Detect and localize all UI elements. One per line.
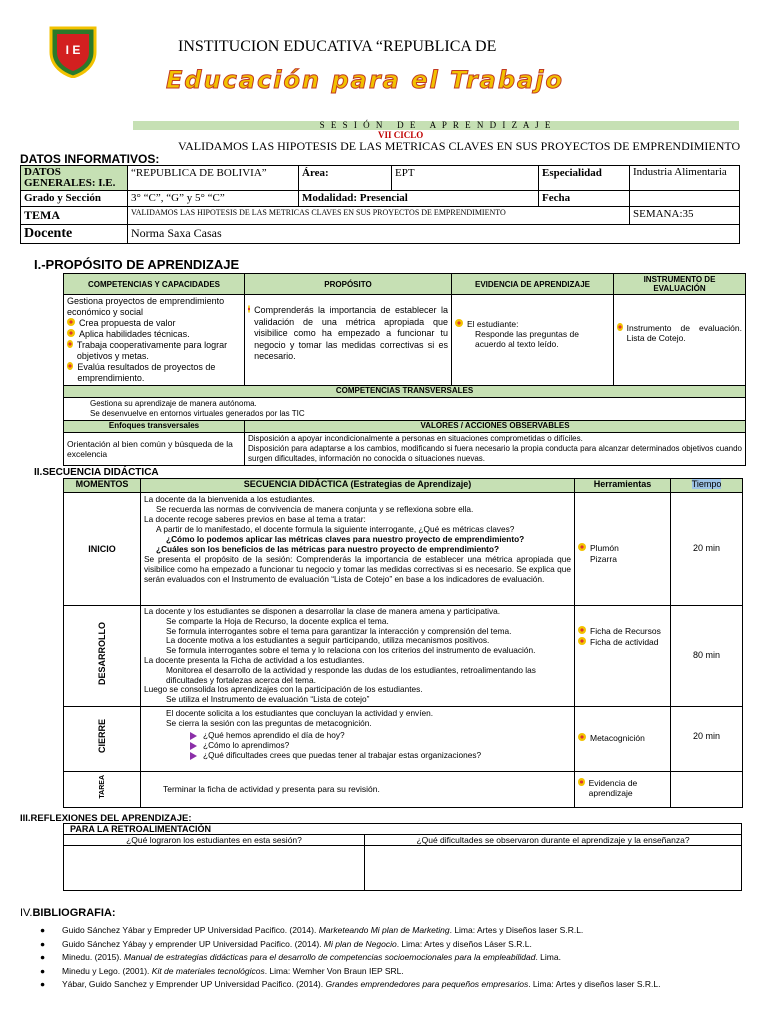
- capacidad-1: Crea propuesta de valor: [79, 318, 176, 328]
- bib-3-post: . Lima.: [535, 952, 561, 962]
- col-competencias: COMPETENCIAS Y CAPACIDADES: [64, 274, 245, 295]
- desarrollo-line-2: Se comparte la Hoja de Recurso, la docente explica el tema.: [166, 615, 389, 626]
- competencia-cell: [64, 295, 245, 386]
- bullet-icon: [455, 319, 463, 327]
- cierre-question-2: ¿Cómo lo aprendimos?: [203, 739, 290, 750]
- cierre-question-1: ¿Qué hemos aprendido el día de hoy?: [203, 729, 345, 740]
- inicio-tool-2: Pizarra: [590, 554, 617, 564]
- bullet-icon: [67, 340, 73, 348]
- bib-2-title: Mi plan de Negocio: [323, 938, 397, 949]
- valor-1: Disposición a apoyar incondicionalmente a personas en situaciones comprometidas o difíciles.: [248, 434, 583, 443]
- tiempo-header: Tiempo: [691, 479, 722, 489]
- bibliografia-prefix: IV.: [20, 907, 33, 919]
- bullet-icon: [578, 778, 585, 786]
- proposito-text: Comprenderás la importancia de establecer la validación de una métrica apropiada que visibilice como ha empezado a funcionar tu negocio y tomar las medidas correctivas si es necesario.: [254, 305, 448, 361]
- col-tiempo: [671, 479, 743, 493]
- desarrollo-tool-1: Ficha de Recursos: [590, 626, 661, 636]
- transversal-1: Gestiona su aprendizaje de manera autónoma.: [90, 399, 257, 408]
- modalidad-label: Modalidad: Presencial: [299, 191, 539, 207]
- col-instrumento: INSTRUMENTO DE EVALUACIÓN: [614, 274, 746, 295]
- proposito-table: [63, 273, 746, 466]
- ie-value: “REPUBLICA DE BOLIVIA”: [128, 166, 299, 191]
- inicio-time: 20 min: [671, 493, 743, 606]
- evidencia-2: Responde las preguntas de acuerdo al texto leído.: [475, 329, 579, 349]
- bib-1-title: Marketeando Mi plan de Marketing: [318, 925, 450, 935]
- desarrollo-line-5: Se formula interrogantes sobre el tema y lo relaciona con los criterios del instrumento de evaluación.: [166, 645, 536, 656]
- bib-1-post: . Lima: Artes y Diseños laser S.R.L.: [449, 925, 584, 935]
- bullet-icon: [67, 329, 75, 337]
- tema-label: TEMA: [21, 207, 128, 225]
- semana-value: SEMANA:35: [630, 207, 740, 225]
- docente-value: Norma Saxa Casas: [128, 225, 740, 244]
- desarrollo-label-cell: [64, 606, 141, 707]
- datos-heading: DATOS INFORMATIVOS:: [20, 152, 160, 166]
- cierre-line-1: El docente solicita a los estudiantes que concluyan la actividad y envíen.: [166, 707, 434, 718]
- inicio-line-4: A partir de lo manifestado, el docente formula la siguiente interrogante, ¿Qué es métricas claves?: [156, 524, 515, 534]
- evidencia-1: El estudiante:: [467, 319, 519, 329]
- bib-5-post: . Lima: Artes y diseños laser S.R.L.: [528, 979, 661, 989]
- proposito-cell: [245, 295, 452, 386]
- desarrollo-line-7: Monitorea el desarrollo de la actividad y responde las dudas de los estudiantes, retroalimentando las dificultades y fortalezas acerca del tema.: [166, 664, 536, 685]
- bullet-icon: [617, 323, 623, 331]
- tema-value: VALIDAMOS LAS HIPOTESIS DE LAS METRICAS CLAVES EN SUS PROYECTOS DE EMPRENDIMIENTO: [128, 207, 630, 225]
- cycle-label: VII CICLO: [378, 130, 424, 140]
- desarrollo-line-9: Se utiliza el Instrumento de evaluación “Lista de cotejo”: [166, 694, 370, 705]
- inicio-tools-cell: [575, 493, 671, 606]
- cierre-tools-cell: [575, 706, 671, 771]
- grado-value: 3° “C”, “G” y 5° “C”: [128, 191, 299, 207]
- cierre-tool-1: Metacognición: [590, 732, 645, 743]
- capacidad-3: Trabaja cooperativamente para lograr objetivos y metas.: [76, 340, 228, 361]
- instrumento-cell: [614, 295, 746, 386]
- cierre-question-3: ¿Qué dificultades crees que puedas tener al trabajar estas organizaciones?: [203, 749, 482, 760]
- bib-5-title: Grandes emprendedores para pequeños empresarios: [325, 979, 529, 989]
- bib-3-title: Manual de estrategias didácticas para el desarrollo de competencias socioemocionales para la empleabilidad: [123, 952, 536, 962]
- bibliografia-heading: BIBLIOGRAFIA:: [32, 907, 116, 919]
- session-banner: [133, 121, 739, 130]
- valores-cell: [245, 433, 746, 466]
- reflexiones-q1: ¿Qué lograron los estudiantes en esta sesión?: [64, 835, 365, 846]
- bib-5-pre: Yábar, Guido Sanchez y Emprender UP Universidad Pacifico. (2014).: [62, 979, 326, 989]
- bullet-icon: [578, 626, 586, 634]
- transversales-cell: [64, 398, 746, 421]
- bib-2-pre: Guido Sánchez Yábay y emprender UP Universidad Pacifico. (2014).: [62, 938, 324, 949]
- desarrollo-time: 80 min: [671, 606, 743, 707]
- arrow-icon: [190, 752, 197, 760]
- desarrollo-line-3: Se formula interrogantes sobre el tema para garantizar la interacción y comprensión del tema.: [166, 625, 512, 636]
- cierre-time: 20 min: [671, 706, 743, 771]
- inicio-line-5: ¿Cómo lo podemos aplicar las métricas claves para nuestro proyecto de emprendimiento?: [166, 534, 525, 544]
- inicio-line-3: La docente recoge saberes previos en base al tema a tratar:: [144, 514, 366, 524]
- inicio-line-7: Se presenta el propósito de la sesión: Comprenderás la importancia de establecer una métrica apropiada que visibilice como ha empezado a funcionar tu negocio y tomar las medidas correctivas si es necesario. Se explica que serán evaluados con el Instrumento de evaluación “Lista de Cotejo” en base a los indicadores de evaluación.: [144, 554, 571, 584]
- bullet-icon: [67, 318, 75, 326]
- bib-1-pre: Guido Sánchez Yábar y Empreder UP Universidad Pacifico. (2014).: [62, 925, 319, 935]
- reflexiones-table: [63, 823, 742, 891]
- bib-item: ● Guido Sánchez Yábar y Empreder UP Universidad Pacifico. (2014). Marketeando Mi plan de Marketing. Lima: Artes y Diseños laser S.R.L.: [40, 925, 584, 935]
- enfoques-heading: Enfoques transversales: [64, 421, 245, 433]
- grado-label: Grado y Sección: [21, 191, 128, 207]
- transversal-2: Se desenvuelve en entornos virtuales generados por las TIC: [90, 409, 305, 418]
- capacidad-4: Evalúa resultados de proyectos de emprendimiento.: [77, 362, 216, 383]
- col-proposito: PROPÓSITO: [245, 274, 452, 295]
- cierre-label-cell: [64, 706, 141, 771]
- especialidad-value: Industria Alimentaria: [630, 166, 740, 191]
- bullet-icon: [67, 362, 73, 370]
- inicio-line-1: La docente da la bienvenida a los estudiantes.: [144, 494, 315, 504]
- inicio-label: INICIO: [64, 493, 141, 606]
- enfoque-value: Orientación al bien común y búsqueda de la excelencia: [64, 433, 245, 466]
- desarrollo-line-6: La docente presenta la Ficha de actividad a los estudiantes.: [144, 654, 365, 665]
- fecha-value: [630, 191, 740, 207]
- desarrollo-tool-2: Ficha de actividad: [590, 636, 659, 647]
- tarea-tool-1: Evidencia de aprendizaje: [588, 777, 638, 798]
- bibliografia-heading-wrap: [20, 907, 116, 919]
- tarea-label: TAREA: [98, 775, 106, 799]
- bibliografia-list: [40, 924, 750, 992]
- bib-item: ● Guido Sánchez Yábay y emprender UP Universidad Pacifico. (2014). Mi plan de Negocio. Lima: Artes y diseños Láser S.R.L.: [40, 938, 532, 949]
- inicio-line-2: Se recuerda las normas de convivencia de manera conjunta y se reflexiona sobre ella.: [156, 504, 474, 514]
- bib-4-pre: Minedu y Lego. (2001).: [62, 965, 152, 976]
- valor-2: Disposición para adaptarse a los cambios, modificando si fuera necesario la propia conducta para alcanzar determinados objetivos cuando surgen dificultades, información no conocida o situaciones nuevas.: [248, 444, 742, 463]
- tarea-tools-cell: [575, 771, 671, 807]
- bullet-icon: [578, 733, 586, 741]
- col-momentos: MOMENTOS: [64, 479, 141, 493]
- inicio-tool-1: Plumón: [590, 543, 619, 553]
- capacidad-2: Aplica habilidades técnicas.: [79, 329, 190, 339]
- area-label: Área:: [299, 166, 392, 191]
- bib-item: ● Minedu y Lego. (2001). Kit de materiales tecnológicos. Lima: Wemher Von Braun IEP SRL.: [40, 965, 404, 976]
- tarea-label-cell: [64, 771, 141, 807]
- program-banner: Educación para el Trabajo: [166, 66, 564, 94]
- bib-3-pre: Minedu. (2015).: [62, 952, 124, 962]
- institution-title: INSTITUCION EDUCATIVA “REPUBLICA DE: [178, 38, 497, 55]
- cierre-label: CIERRE: [97, 719, 107, 754]
- instrumento-text: Instrumento de evaluación. Lista de Cotejo.: [626, 323, 742, 343]
- col-evidencia: EVIDENCIA DE APRENDIZAJE: [452, 274, 614, 295]
- desarrollo-label: DESARROLLO: [97, 621, 107, 685]
- secuencia-heading: II.SECUENCIA DIDÁCTICA: [34, 467, 159, 478]
- fecha-label: Fecha: [539, 191, 630, 207]
- bullet-icon: [578, 543, 586, 551]
- area-value: EPT: [392, 166, 539, 191]
- tarea-text: Terminar la ficha de actividad y presenta para su revisión.: [141, 771, 575, 807]
- valores-heading: VALORES / ACCIONES OBSERVABLES: [245, 421, 746, 433]
- desarrollo-cell: [141, 606, 575, 707]
- bib-item: ● Minedu. (2015). Manual de estrategias didácticas para el desarrollo de competencias socioemocionales para la empleabilidad. Lima.: [40, 952, 561, 962]
- tarea-time: [671, 771, 743, 807]
- inicio-line-6: ¿Cuáles son los beneficios de las métricas para nuestro proyecto de emprendimiento?: [156, 544, 500, 554]
- bullet-icon: [248, 305, 250, 313]
- datos-label: DATOS GENERALES: I.E.: [21, 166, 128, 191]
- reflexiones-q2: ¿Qué dificultades se observaron durante el aprendizaje y la enseñanza?: [365, 835, 742, 846]
- desarrollo-tools-cell: [575, 606, 671, 707]
- reflexiones-sub: PARA LA RETROALIMENTACIÓN: [64, 824, 742, 835]
- cierre-line-2: Se cierra la sesión con las preguntas de metacognición.: [166, 717, 372, 728]
- evidencia-cell: [452, 295, 614, 386]
- secuencia-table: [63, 478, 743, 808]
- bullet-icon: [578, 637, 586, 645]
- logo-text: I E: [65, 43, 81, 57]
- bib-4-title: Kit de materiales tecnológicos: [151, 965, 265, 976]
- session-title: VALIDAMOS LAS HIPOTESIS DE LAS METRICAS CLAVES EN SUS PROYECTOS DE EMPRENDIMIENTO: [178, 139, 741, 153]
- transversales-heading: COMPETENCIAS TRANSVERSALES: [64, 386, 746, 398]
- datos-table: [20, 165, 740, 244]
- reflexiones-a1[interactable]: [64, 846, 365, 891]
- col-secuencia: SECUENCIA DIDÁCTICA (Estrategias de Aprendizaje): [141, 479, 575, 493]
- docente-label: Docente: [21, 225, 128, 244]
- desarrollo-line-8: Luego se consolida los aprendizajes con la participación de los estudiantes.: [144, 684, 423, 695]
- especialidad-label: Especialidad: [539, 166, 630, 191]
- reflexiones-a2[interactable]: [365, 846, 742, 891]
- school-logo: [47, 24, 99, 78]
- bib-4-post: . Lima: Wemher Von Braun IEP SRL.: [264, 965, 404, 976]
- reflexiones-heading: III.REFLEXIONES DEL APRENDIZAJE:: [20, 813, 192, 824]
- session-label: S E S I Ó N D E A P R E N D I Z A J E: [319, 120, 553, 130]
- competencia-text: Gestiona proyectos de emprendimiento económico y social: [67, 296, 225, 317]
- bib-2-post: . Lima: Artes y diseños Láser S.R.L.: [396, 938, 532, 949]
- desarrollo-line-4: La docente motiva a los estudiantes a seguir participando, utiliza mecanismos positivos.: [166, 635, 490, 646]
- proposito-heading: I.-PROPÓSITO DE APRENDIZAJE: [34, 257, 240, 272]
- arrow-icon: [190, 732, 197, 740]
- arrow-icon: [190, 742, 197, 750]
- col-herramientas: Herramientas: [575, 479, 671, 493]
- desarrollo-line-1: La docente y los estudiantes se disponen a desarrollar la clase de manera amena y participativa.: [144, 606, 501, 616]
- cierre-cell: [141, 706, 575, 771]
- bib-item: ● Yábar, Guido Sanchez y Emprender UP Universidad Pacifico. (2014). Grandes emprendedores para pequeños empresarios. Lima: Artes y diseños laser S.R.L.: [40, 979, 661, 989]
- inicio-cell: [141, 493, 575, 606]
